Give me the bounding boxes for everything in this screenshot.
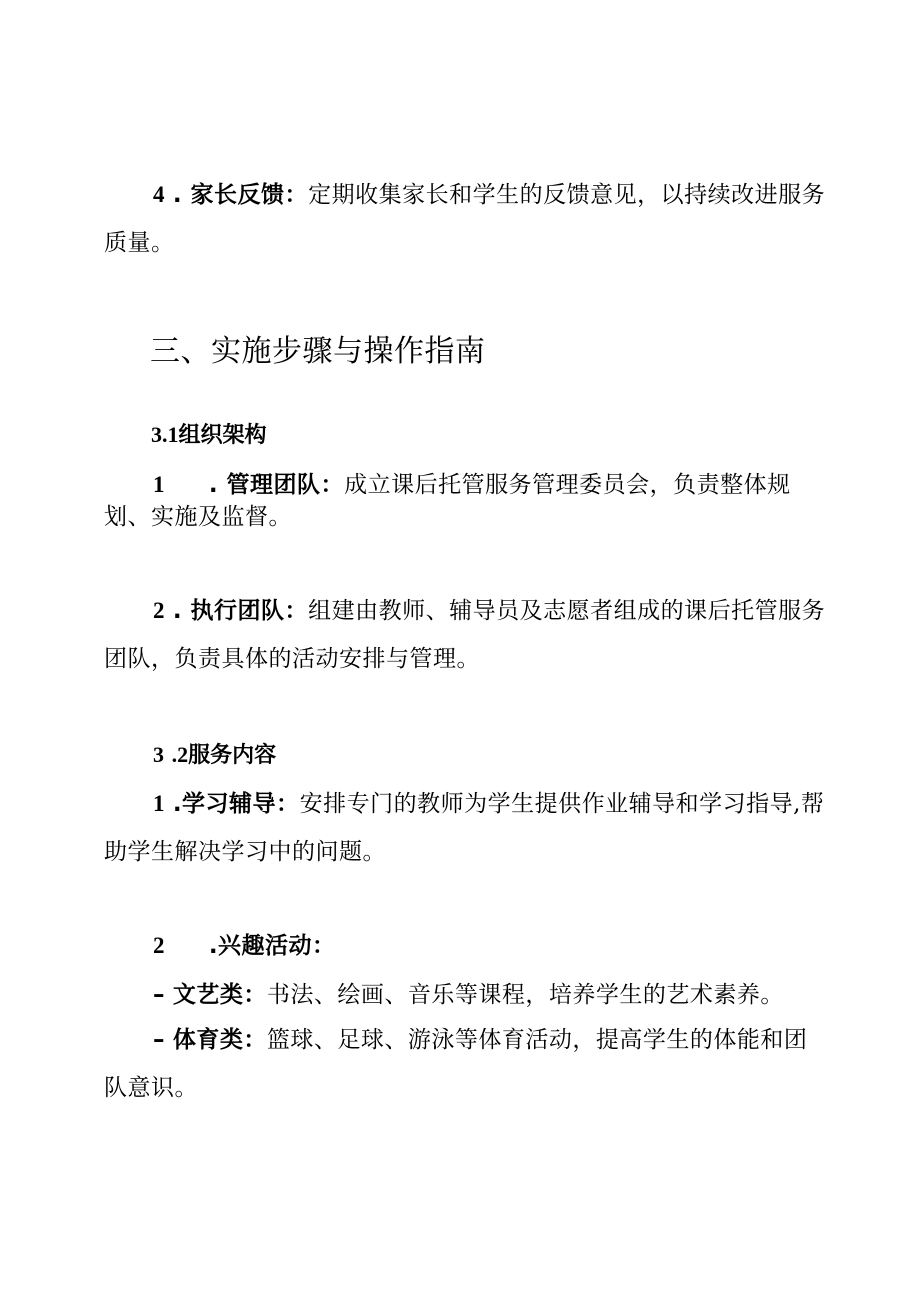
sub32-item-1-number: 1 bbox=[153, 791, 165, 816]
item-4-line2 bbox=[104, 228, 175, 258]
subsection-3-2-heading bbox=[153, 740, 276, 771]
sub32-item-1-line2 bbox=[104, 837, 386, 867]
item-4-text-line1: 定期收集家长和学生的反馈意见，以持续改进服务 bbox=[308, 182, 826, 208]
sub31-item-1-label: . 管理团队： bbox=[208, 472, 345, 498]
item-4-line1 bbox=[153, 180, 825, 210]
sub31-item-2-label: . 执行团队： bbox=[172, 598, 309, 624]
subsection-3-2-title: 服务内容 bbox=[188, 743, 277, 768]
sub32-item-2-line1 bbox=[153, 931, 336, 961]
subsection-3-1-title: 组织架构 bbox=[178, 423, 267, 448]
subsection-3-2-number-a: 3 bbox=[153, 742, 164, 767]
sub32-item-1-text-line2: 助学生解决学习中的问题。 bbox=[104, 839, 386, 865]
sub31-item-2-line2 bbox=[104, 644, 480, 674]
item-4-text-line2: 质量。 bbox=[104, 230, 175, 256]
bullet-arts-label: 文艺类： bbox=[172, 982, 267, 1008]
sub32-item-2-label: .兴趣活动： bbox=[208, 933, 336, 959]
bullet-sports-label: 体育类： bbox=[172, 1027, 267, 1053]
bullet-arts-text: 书法、绘画、音乐等课程，培养学生的艺术素养。 bbox=[266, 982, 784, 1008]
bullet-arts-line1 bbox=[153, 980, 784, 1010]
subsection-3-1-heading bbox=[151, 420, 267, 451]
sub31-item-2-line1 bbox=[153, 596, 825, 626]
section-title: 三、实施步骤与操作指南 bbox=[150, 334, 486, 369]
subsection-3-2-number-b: .2 bbox=[171, 742, 189, 767]
bullet-sports-line2 bbox=[104, 1073, 198, 1103]
sub31-item-2-text-line1: 组建由教师、辅导员及志愿者组成的课后托管服务 bbox=[308, 598, 826, 624]
sub31-item-2-number: 2 bbox=[153, 598, 165, 623]
sub32-item-1-label: .学习辅导： bbox=[172, 791, 300, 817]
item-4-label: . 家长反馈： bbox=[172, 182, 309, 208]
sub31-item-2-text-line2: 团队，负责具体的活动安排与管理。 bbox=[104, 646, 480, 672]
bullet-sports-text-line2: 队意识。 bbox=[104, 1075, 198, 1101]
sub32-item-1-line1 bbox=[153, 789, 824, 819]
item-4-number: 4 bbox=[153, 182, 165, 207]
sub32-item-1-text-line1: 安排专门的教师为学生提供作业辅导和学习指导,帮 bbox=[299, 791, 825, 817]
sub31-item-1-text-line1: 成立课后托管服务管理委员会，负责整体规 bbox=[344, 472, 791, 498]
bullet-arts-dash: – bbox=[153, 982, 165, 1008]
bullet-sports-line1 bbox=[153, 1025, 807, 1055]
bullet-sports-dash: – bbox=[153, 1027, 165, 1053]
sub32-item-2-number: 2 bbox=[153, 933, 165, 958]
subsection-3-1-number: 3.1 bbox=[151, 422, 179, 447]
sub31-item-1-line2 bbox=[104, 502, 292, 532]
bullet-sports-text-line1: 篮球、足球、游泳等体育活动，提高学生的体能和团 bbox=[266, 1027, 808, 1053]
sub31-item-1-number: 1 bbox=[153, 472, 165, 497]
sub31-item-1-text-line2: 划、实施及监督。 bbox=[104, 504, 292, 530]
sub31-item-1-line1 bbox=[153, 470, 791, 500]
